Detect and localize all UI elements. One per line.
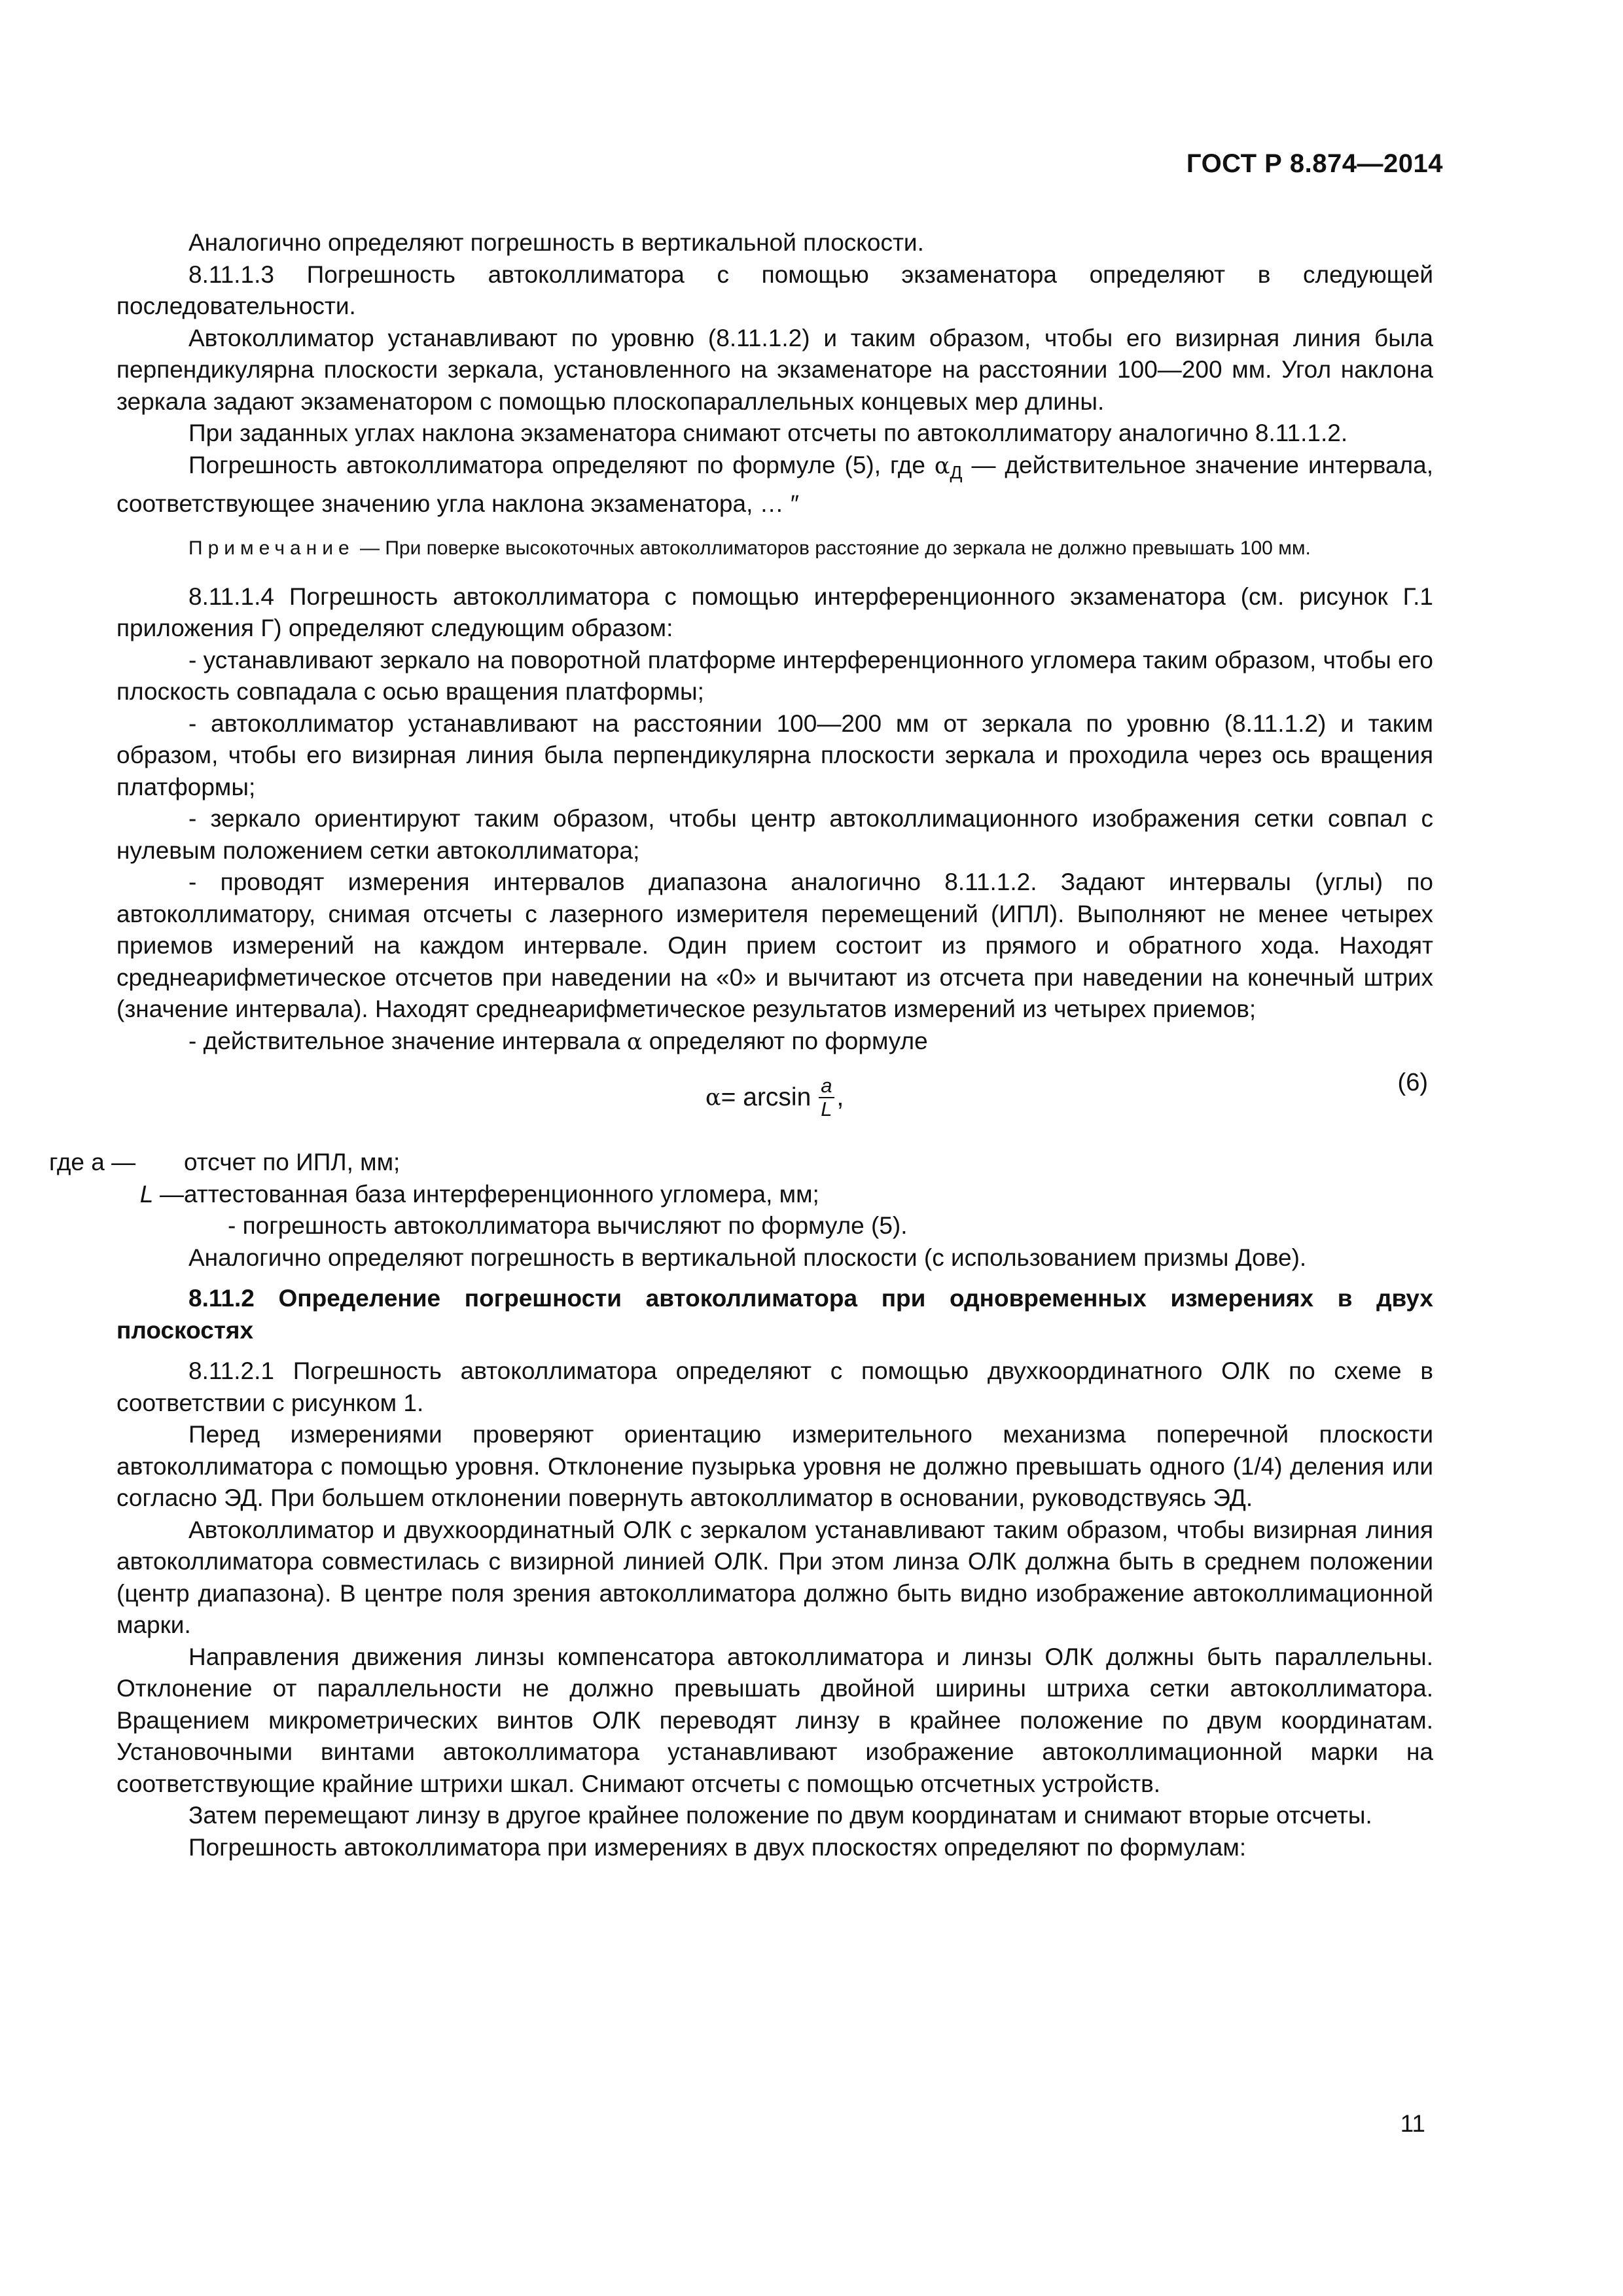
text-fragment: определяют по формуле [642, 1027, 928, 1054]
fraction-numerator: a [819, 1075, 834, 1098]
where-label: L — [139, 1180, 184, 1208]
formula-expression [705, 1075, 844, 1121]
paragraph: Погрешность автоколлиматора при измерениях в двух плоскостях определяют по формулам: [188, 1833, 1247, 1861]
text-fragment: Погрешность автоколлиматора определяют по формуле (5), где [188, 451, 935, 478]
formula-operator: = arcsin [721, 1083, 812, 1111]
list-item: - зеркало ориентируют таким образом, чтобы центр автоколлимационного изображения сетки совпал с нулевым положением сетки автоколлиматора; [116, 805, 1433, 864]
list-item: - проводят измерения интервалов диапазона аналогично 8.11.1.2. Задают интервалы (углы) по автоколлиматору, снимая отсчеты с лазерного измерителя перемещений (ИПЛ). Выполняют не менее четырех приемов измерений на каждом интервале. Один прием состоит из прямого и обратного хода. Находят среднеарифметическое отсчетов при наведении на «0» и вычитают из отсчета при наведении на конечный штрих (значение интервала). Находят среднеарифметическое результатов измерений из четырех приемов; [116, 869, 1433, 1022]
formula-punctuation: , [836, 1083, 844, 1111]
list-item: - устанавливают зеркало на поворотной платформе интерференционного угломера таким образом, чтобы его плоскость совпадала с осью вращения платформы; [116, 646, 1433, 705]
document-code-header: ГОСТ Р 8.874—2014 [1186, 149, 1443, 178]
where-definition-l [116, 1179, 1433, 1211]
equation-number: (6) [1397, 1069, 1428, 1096]
paragraph: Перед измерениями проверяют ориентацию измерительного механизма поперечной плоскости автоколлиматора с помощью уровня. Отклонение пузырька уровня не должно превышать одного (1/4) деления или согласно ЭД. При большем отклонении повернуть автоколлиматор в основании, руководствуясь ЭД. [116, 1421, 1433, 1511]
text-fragment: — действительное значение интервала, соответствующее значению угла наклона экзаменатора, … ″ [116, 451, 1433, 517]
list-item [116, 1026, 1433, 1058]
where-label: где a — [49, 1149, 136, 1175]
list-item: - погрешность автоколлиматора вычисляют по формуле (5). [228, 1212, 908, 1239]
where-text: аттестованная база интерференционного угломера, мм; [184, 1180, 819, 1208]
formula-6 [116, 1066, 1433, 1138]
where-definition-a [49, 1147, 1433, 1179]
alpha-symbol: α [626, 1028, 643, 1055]
where-text: отсчет по ИПЛ, мм; [184, 1149, 401, 1175]
paragraph-clause-8-11-1-3: 8.11.1.3 Погрешность автоколлиматора с помощью экзаменатора определяют в следующей последовательности. [116, 260, 1433, 319]
page-content [49, 227, 1433, 1863]
subscript: Д [950, 461, 963, 482]
paragraph: Аналогично определяют погрешность в вертикальной плоскости. [188, 229, 924, 256]
paragraph-formula-5-reference [116, 450, 1433, 520]
alpha-symbol: α [934, 452, 950, 479]
paragraph: При заданных углах наклона экзаменатора снимают отсчеты по автоколлиматору аналогично 8.11.1.2. [188, 420, 1348, 446]
list-item: - автоколлиматор устанавливают на расстоянии 100—200 мм от зеркала по уровню (8.11.1.2) и таким образом, чтобы его визирная линия была перпендикулярна плоскости зеркала и проходила через ось вращения платформы; [116, 709, 1433, 800]
note-text: — При поверке высокоточных автоколлиматоров расстояние до зеркала не должно превышать 100 мм. [354, 537, 1311, 559]
paragraph: Аналогично определяют погрешность в вертикальной плоскости (с использованием призмы Дове). [188, 1244, 1307, 1271]
note-label: Примечание [188, 537, 355, 559]
paragraph: Автоколлиматор устанавливают по уровню (8.11.1.2) и таким образом, чтобы его визирная линия была перпендикулярна плоскости зеркала, установленного на экзаменаторе на расстоянии 100—200 мм. Угол наклона зеркала задают экзаменатором с помощью плоскопараллельных концевых мер длины. [116, 324, 1433, 415]
paragraph: Направления движения линзы компенсатора автоколлиматора и линзы ОЛК должны быть параллельны. Отклонение от параллельности не должно превышать двойной ширины штриха сетки автоколлиматора. Вращением микрометрических винтов ОЛК переводят линзу в крайнее положение по двум координатам. Установочными винтами автоколлиматора устанавливают изображение автоколлимационной марки на соответствующие крайние штрихи шкал. Снимают отсчеты с помощью отсчетных устройств. [116, 1643, 1433, 1797]
text-fragment: - действительное значение интервала [188, 1027, 627, 1054]
paragraph-clause-8-11-2-1: 8.11.2.1 Погрешность автоколлиматора определяют с помощью двухкоординатного ОЛК по схеме в соответствии с рисунком 1. [116, 1357, 1433, 1416]
fraction-denominator: L [821, 1098, 832, 1121]
fraction [819, 1075, 834, 1121]
paragraph: Затем перемещают линзу в другое крайнее положение по двум координатам и снимают вторые отсчеты. [188, 1802, 1372, 1829]
alpha-symbol: α [705, 1084, 721, 1111]
page-number: 11 [1400, 2110, 1425, 2137]
paragraph: Автоколлиматор и двухкоординатный ОЛК с зеркалом устанавливают таким образом, чтобы визирная линия автоколлиматора совместилась с визирной линией ОЛК. При этом линза ОЛК должна быть в среднем положении (центр диапазона). В центре поля зрения автоколлиматора должно быть видно изображение автоколлимационной марки. [116, 1516, 1433, 1638]
section-title-8-11-2: 8.11.2 Определение погрешности автоколлиматора при одновременных измерениях в двух плоскостях [116, 1285, 1433, 1344]
paragraph-clause-8-11-1-4: 8.11.1.4 Погрешность автоколлиматора с помощью интерференционного экзаменатора (см. рисунок Г.1 приложения Г) определяют следующим образом: [116, 583, 1433, 641]
note [116, 533, 1433, 563]
